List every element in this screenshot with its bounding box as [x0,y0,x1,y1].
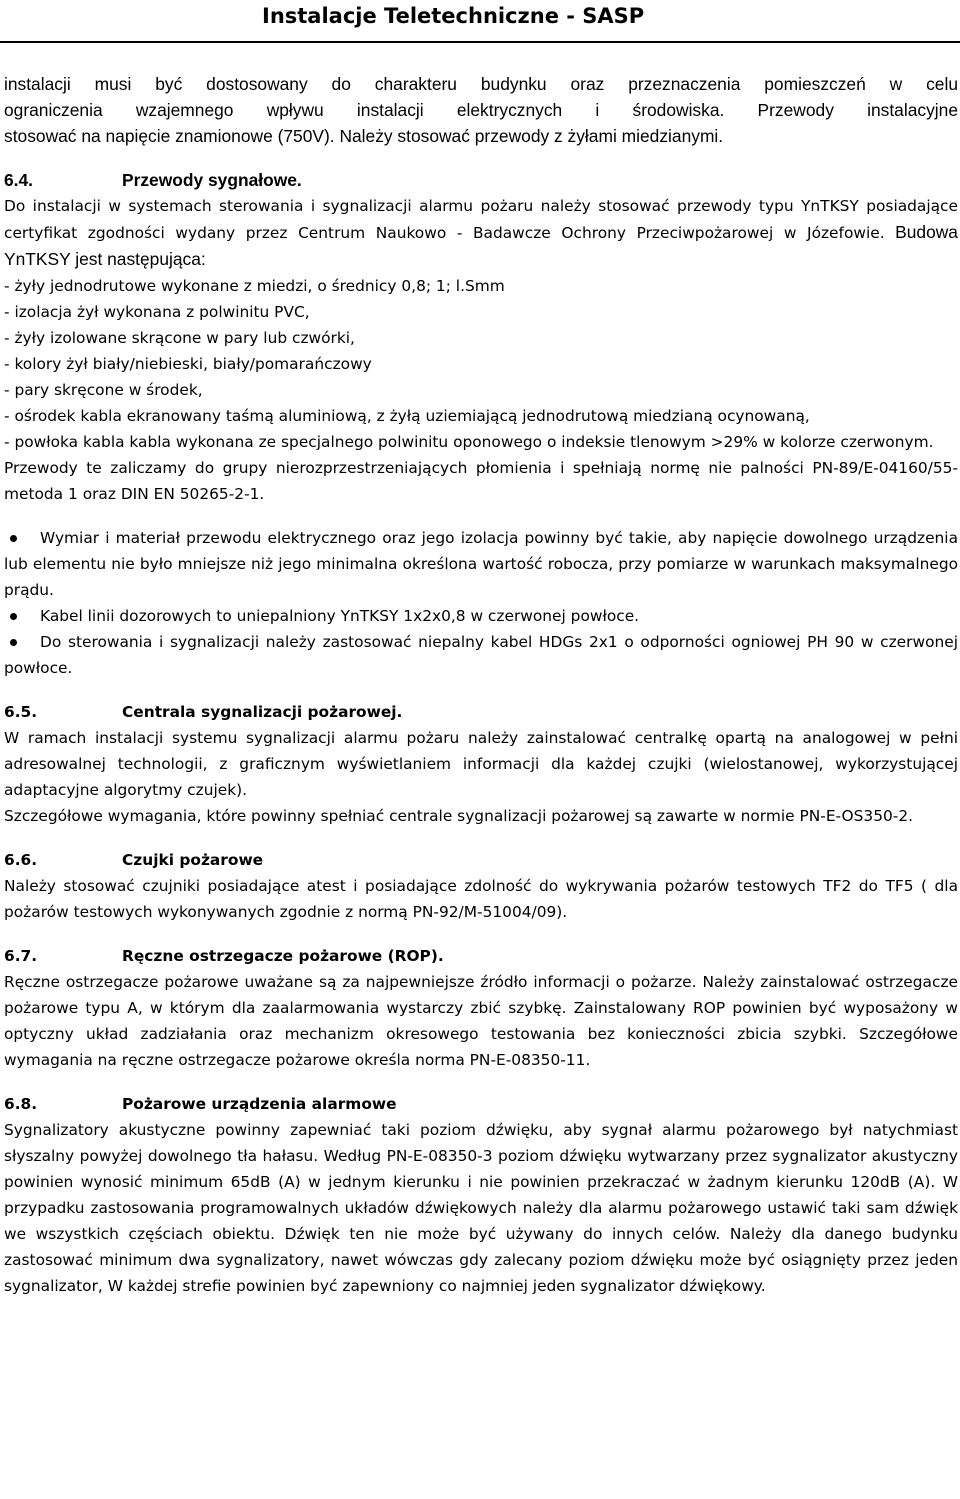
section-title: Ręczne ostrzegacze pożarowe (ROP). [122,947,444,965]
section-number: 6.4. [4,170,34,190]
paragraph-text: Do instalacji w systemach sterowania i sygnalizacji alarmu pożaru należy stosować przewody typu YnTKSY posiadające certyfikat zgodności wydany przez Centrum Naukowo - Badawcze Ochrony Przeciwpożarowej w Józefowie. [4,197,958,242]
list-item: - żyły izolowane skrącone w pary lub czwórki, [4,329,355,347]
intro-paragraph [4,71,958,149]
bullet-icon [10,535,17,542]
section-title: Centrala sygnalizacji pożarowej. [122,703,403,721]
page-header [0,0,960,44]
section-paragraph: W ramach instalacji systemu sygnalizacji alarmu pożaru należy zainstalować centralkę opartą na analogowej w pełni adresowalnej technologii, z graficznym wyświetlaniem informacji dla każdej czujki (wielostanowej, wykorzystującej adaptacyjne algorytmy czujek). [4,729,958,799]
section-paragraph: Przewody te zaliczamy do grupy nierozprzestrzeniających płomienia i spełniają normę nie palności PN-89/E-04160/55- metoda 1 oraz DIN EN 50265-2-1. [4,459,958,503]
bullet-text: Wymiar i materiał przewodu elektrycznego oraz jego izolacja powinny być takie, aby napięcie dowolnego urządzenia lub elementu nie było mniejsze niż jego minimalna określona wartość robocza, przy pomiarze w warunkach maksymalnego prądu. [4,529,958,599]
section-number: 6.7. [4,947,38,965]
section-heading-6-5 [4,699,958,725]
document-body [4,71,958,1299]
list-item: - powłoka kabla kabla wykonana ze specjalnego polwinitu oponowego o indeksie tlenowym >29% w kolorze czerwonym. [4,433,934,451]
section-heading-6-7 [4,943,958,969]
section-paragraph: Sygnalizatory akustyczne powinny zapewniać taki poziom dźwięku, aby sygnał alarmu pożarowego był natychmiast słyszalny powyżej dowolnego tła hałasu. Według PN-E-08350-3 poziom dźwięku wytwarzany przez sygnalizator akustyczny powinien wynosić minimum 65dB (A) w jednym kierunku i nie powinien przekraczać w żadnym kierunku 120dB (A). W przypadku zastosowania programowalnych układów dźwiękowych należy dla alarmu pożarowego ustawić taki sam dźwięk we wszystkich częściach obiektu. Dźwięk ten nie może być używany do innych celów. Należy dla danego budynku zastosować minimum dwa sygnalizatory, nawet wówczas gdy zalecany poziom dźwięku może być osiągnięty przez jeden sygnalizator, W każdej strefie powinien być zapewniony co najmniej jeden sygnalizator dźwiękowy. [4,1121,958,1295]
section-number: 6.5. [4,703,38,721]
section-paragraph: Należy stosować czujniki posiadające atest i posiadające zdolność do wykrywania pożarów testowych TF2 do TF5 ( dla pożarów testowych wykonywanych zgodnie z normą PN-92/M-51004/09). [4,877,958,921]
section-number: 6.8. [4,1095,38,1113]
list-item: - ośrodek kabla ekranowany taśmą aluminiową, z żyłą uziemiającą jednodrutową miedzianą ocynowaną, [4,407,810,425]
section-paragraph: Ręczne ostrzegacze pożarowe uważane są za najpewniejsze źródło informacji o pożarze. Należy zainstalować ostrzegacze pożarowe typu A, w którym dla zaalarmowania wystarczy zbić szybkę. Zainstalowany ROP powinien być wyposażony w optyczny układ zadziałania oraz mechanizm okresowego testowania bez konieczności zbicia szybki. Szczegółowe wymagania na ręczne ostrzegacze pożarowe określa norma PN-E-08350-11. [4,973,958,1069]
list-item: - pary skręcone w środek, [4,381,203,399]
section-title: Pożarowe urządzenia alarmowe [122,1095,397,1113]
bullet-icon [10,639,17,646]
bullet-item [4,629,958,681]
section-heading-6-4 [4,167,958,193]
list-item: - żyły jednodrutowe wykonane z miedzi, o średnicy 0,8; 1; l.Smm [4,277,505,295]
list-item: - kolory żył biały/niebieski, biały/pomarańczowy [4,355,372,373]
list-item: - izolacja żył wykonana z polwinitu PVC, [4,303,310,321]
section-heading-6-8 [4,1091,958,1117]
section-paragraph: Szczegółowe wymagania, które powinny spełniać centrale sygnalizacji pożarowej są zawarte w normie PN-E-OS350-2. [4,807,914,825]
bullet-text: Kabel linii dozorowych to uniepalniony YnTKSY 1x2x0,8 w czerwonej powłoce. [40,607,640,625]
cable-spec-list [4,273,958,455]
section-title: Przewody sygnałowe. [122,170,302,190]
paragraph-text: Budowa YnTKSY jest następująca: [4,222,958,269]
section-number: 6.6. [4,851,38,869]
bullet-list [4,525,958,681]
intro-line: ograniczenia wzajemnego wpływu instalacji elektrycznych i środowiska. Przewody instalacyjne [4,100,958,120]
section-heading-6-6 [4,847,958,873]
intro-line: stosować na napięcie znamionowe (750V). Należy stosować przewody z żyłami miedzianymi. [4,126,724,146]
page-title: Instalacje Teletechniczne - SASP [262,4,645,28]
bullet-text: Do sterowania i sygnalizacji należy zastosować niepalny kabel HDGs 2x1 o odporności ogniowej PH 90 w czerwonej powłoce. [4,633,958,677]
bullet-item [4,525,958,603]
section-paragraph [4,193,958,273]
intro-line: instalacji musi być dostosowany do charakteru budynku oraz przeznaczenia pomieszczeń w celu [4,74,958,94]
bullet-item [4,603,958,629]
header-divider [0,41,960,43]
bullet-icon [10,613,17,620]
section-title: Czujki pożarowe [122,851,264,869]
